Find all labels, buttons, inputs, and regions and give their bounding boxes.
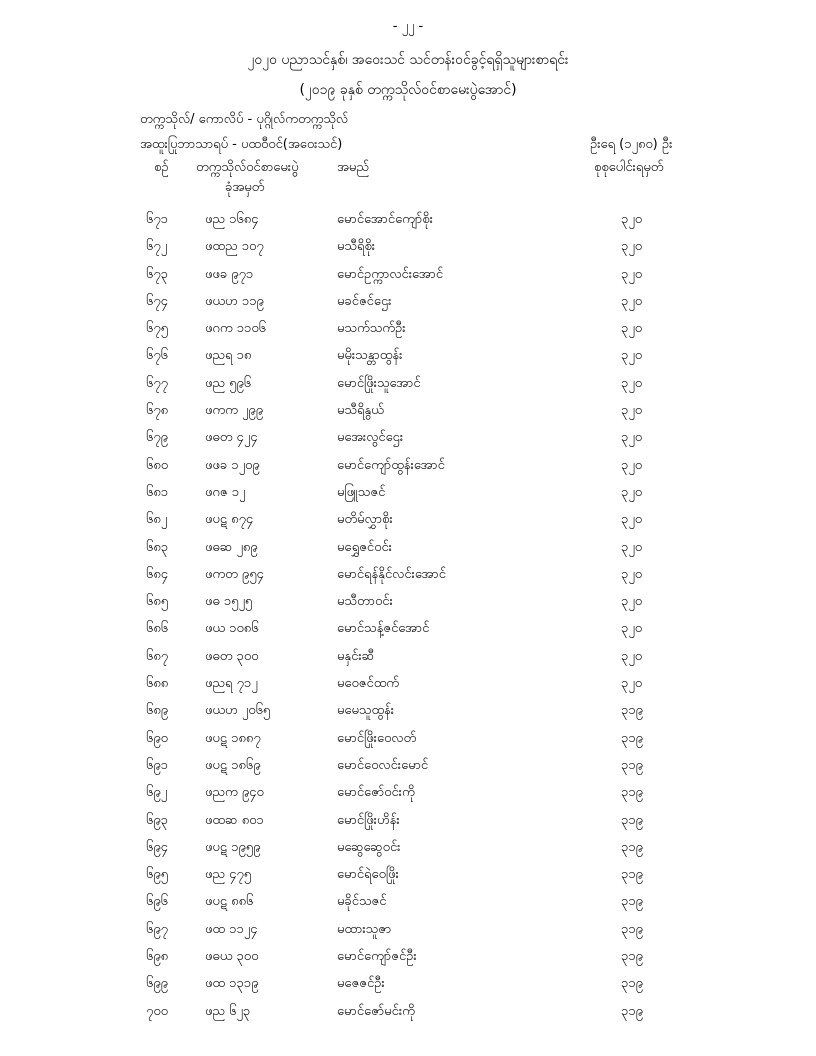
table-row (0, 1003, 816, 1030)
roll-number: ဖည ၆၂၃ (205, 1003, 251, 1019)
table-row (0, 293, 816, 320)
student-name: မရွှေဇင်ဝင်း (337, 539, 392, 555)
table-row (0, 566, 816, 593)
table-row (0, 266, 816, 293)
total-score: ၃၁၉ (621, 812, 643, 828)
total-score: ၃၂၀ (621, 239, 643, 255)
total-score: ၃၁၉ (621, 921, 643, 937)
student-name: မဝေဇင်ထက် (337, 676, 400, 692)
table-row (0, 402, 816, 429)
roll-number: ဖယဟ ၂၀၆၅ (205, 703, 271, 719)
total-score: ၃၂၀ (621, 266, 643, 282)
row-number: ၆၈၃ (146, 539, 169, 555)
table-row (0, 975, 816, 1002)
table-row (0, 238, 816, 265)
university-label: တက္ကသိုလ်/ ကောလိပ် - ပုဂ္ဂိုလ်ကတက္ကသိုလ် (140, 112, 349, 127)
roll-number: ဖပဋ ၁၈၈၇ (205, 730, 261, 746)
table-row (0, 457, 816, 484)
student-name: မောင်ရန်နိုင်လင်းအောင် (337, 566, 446, 582)
roll-number: ဖကက ၂၉၉ (205, 403, 264, 419)
row-number: ၆၉၂ (146, 785, 168, 801)
student-name: မမိုးသန္တာထွန်း (337, 348, 403, 364)
student-name: မောင်ဇော်မင်းကို (337, 1003, 415, 1019)
total-score: ၃၂၀ (621, 648, 643, 664)
roll-number: ဖဓတ ၃၀၀ (205, 648, 259, 664)
total-score: ၃၂၀ (621, 430, 643, 446)
roll-number: ဖပဋ ၁၈၆၉ (205, 757, 261, 773)
student-name: မသီရိစိုး (337, 239, 376, 255)
row-number: ၆၇၈ (146, 403, 169, 419)
student-name: မခင်ဇင်ဌေး (337, 293, 392, 309)
roll-number: ဖထဆ ၈၀၁ (205, 812, 264, 828)
total-score: ၃၁၉ (621, 839, 643, 855)
table-row (0, 511, 816, 538)
student-name: မအေးလွင်ဌေး (337, 430, 404, 446)
table-row (0, 784, 816, 811)
roll-number: ဖဖခ ၉၇၁ (205, 266, 254, 282)
total-score: ၃၁၉ (621, 730, 643, 746)
total-score: ၃၁၉ (621, 1003, 643, 1019)
student-name: မောင်ဇော်ဝင်းကို (337, 785, 415, 801)
table-row (0, 730, 816, 757)
roll-number: ဖဂက ၁၁၀၆ (205, 321, 266, 337)
student-name: မောင်ဝေလင်းမောင် (337, 757, 429, 773)
roll-number: ဖဓတ ၄၂၄ (205, 430, 258, 446)
roll-number: ဖဓ ၁၅၂၅ (205, 594, 253, 610)
student-name: မောင်ရဲဝေဖြိုး (337, 867, 399, 883)
major-label: အထူးပြုဘာသာရပ် - ပထဝီဝင်(အဝေးသင်) (140, 137, 343, 152)
row-number: ၆၈၉ (146, 703, 169, 719)
student-name: မနှင်းဆီ (337, 648, 375, 664)
total-score: ၃၂၀ (621, 348, 643, 364)
table-row (0, 675, 816, 702)
header-no: စဉ် (154, 160, 169, 175)
student-name: မောင်ကျော်ဇင်ဦး (337, 949, 417, 965)
table-row (0, 893, 816, 920)
student-name: မဇေဇင်ဦး (337, 976, 385, 992)
roll-number: ဖည ၁၆၈၄ (205, 212, 259, 227)
results-table-body (0, 211, 816, 1030)
table-row (0, 812, 816, 839)
roll-number: ဖကတ ၉၅၄ (205, 566, 264, 582)
page-number: - ၂၂ - (392, 19, 424, 34)
table-row (0, 484, 816, 511)
student-name: မဖြူသဇင် (337, 484, 386, 500)
row-number: ၆၈၁ (146, 484, 169, 500)
table-row (0, 866, 816, 893)
student-name: မသက်သက်ဦး (337, 321, 406, 337)
row-number: ၆၈၂ (146, 512, 168, 528)
page-subtitle: (၂၀၁၉ ခုနှစ် တက္ကသိုလ်ဝင်စာမေးပွဲအောင်) (299, 82, 517, 98)
row-number: ၆၉၃ (146, 812, 168, 828)
student-name: မောင်အောင်ကျော်စိုး (337, 212, 433, 227)
roll-number: ဖဓယ ၃၀၀ (205, 949, 259, 965)
table-row (0, 429, 816, 456)
row-number: ၆၉၉ (146, 976, 168, 992)
row-number: ၆၈၄ (146, 566, 169, 582)
student-name: မောင်ဖြိုးသူအောင် (337, 375, 421, 391)
table-row (0, 839, 816, 866)
total-score: ၃၂၀ (621, 594, 643, 610)
total-score: ၃၂၀ (621, 321, 643, 337)
student-name: မောင်ဥက္ကာလင်းအောင် (337, 266, 444, 282)
roll-number: ဖည ၅၉၆ (205, 375, 252, 391)
row-number: ၆၉၄ (146, 839, 168, 855)
table-row (0, 593, 816, 620)
roll-number: ဖဂဇ ၁၂ (205, 484, 246, 500)
total-score: ၃၁၉ (621, 785, 643, 801)
row-number: ၆၉၀ (146, 730, 168, 746)
header-total-line2: စုစုပေါင်းရမှတ် (594, 160, 664, 175)
total-score: ၃၂၀ (621, 512, 643, 528)
roll-number: ဖညက ၉၄၀ (205, 785, 264, 801)
student-name: မဆွေဆွေဝင်း (337, 839, 401, 855)
row-number: ၆၉၁ (146, 757, 168, 773)
row-number: ၇၀၀ (146, 1003, 168, 1019)
row-number: ၆၉၅ (146, 867, 168, 883)
total-score: ၃၂၀ (621, 293, 643, 309)
row-number: ၆၈၈ (146, 676, 169, 692)
table-row (0, 620, 816, 647)
roll-number: ဖပဋ ၈၈၆ (205, 894, 254, 910)
row-number: ၆၇၉ (146, 430, 168, 446)
student-name: မောင်ကျော်ထွန်းအောင် (337, 457, 445, 473)
table-row (0, 702, 816, 729)
total-score: ၃၂၀ (621, 539, 643, 555)
row-number: ၆၇၁ (146, 212, 168, 227)
roll-number: ဖည ၄၇၅ (205, 867, 252, 883)
roll-number: ဖယဟ ၁၁၉ (205, 293, 264, 309)
student-name: မသီတာဝင်း (337, 594, 393, 610)
header-name: အမည် (337, 160, 369, 175)
roll-number: ဖဓဆ ၂၈၉ (205, 539, 258, 555)
roll-number: ဖညရ ၁၈ (205, 348, 252, 364)
total-score: ၃၁၉ (621, 867, 643, 883)
student-name: မမေသူထွန်း (337, 703, 395, 719)
total-score: ၃၂၀ (621, 457, 643, 473)
student-name: မခိုင်သဇင် (337, 894, 387, 910)
roll-number: ဖထ ၁၁၂၄ (205, 921, 258, 937)
row-number: ၆၈၆ (146, 621, 169, 637)
table-row (0, 347, 816, 374)
row-number: ၆၈၀ (146, 457, 169, 473)
row-number: ၆၉၆ (146, 894, 168, 910)
table-row (0, 648, 816, 675)
row-number: ၆၇၄ (146, 293, 168, 309)
row-number: ၆၈၅ (146, 594, 169, 610)
student-name: မတိမ်လွှာစိုး (337, 512, 393, 528)
student-name: မသီရိနွယ် (337, 403, 384, 419)
header-roll-line2: ခုံအမှတ် (225, 180, 265, 195)
row-number: ၆၉၈ (146, 949, 169, 965)
roll-number: ဖထည ၁၀၇ (205, 239, 264, 255)
row-number: ၆၇၃ (146, 266, 168, 282)
table-row (0, 757, 816, 784)
table-row (0, 211, 816, 238)
table-row (0, 320, 816, 347)
total-score: ၃၂၀ (621, 212, 643, 227)
table-row (0, 921, 816, 948)
table-row (0, 539, 816, 566)
total-score: ၃၁၉ (621, 949, 643, 965)
total-score: ၃၁၉ (621, 703, 643, 719)
row-number: ၆၇၇ (146, 375, 168, 391)
total-score: ၃၂၀ (621, 484, 643, 500)
table-row (0, 375, 816, 402)
quota-label: ဦးရေ (၁၂၈၀) ဦး (590, 137, 673, 152)
row-number: ၆၇၅ (146, 321, 168, 337)
page-title: ၂၀၂၀ ပညာသင်နှစ်၊ အဝေးသင် သင်တန်းဝင်ခွင့်ရရှိသူများစာရင်း (247, 52, 569, 68)
roll-number: ဖပဋ ၁၉၅၉ (205, 839, 261, 855)
total-score: ၃၂၀ (621, 676, 643, 692)
roll-number: ဖညရ ၇၁၂ (205, 676, 258, 692)
total-score: ၃၁၉ (621, 757, 643, 773)
header-roll-line1: တက္ကသိုလ်ဝင်စာမေးပွဲ (196, 160, 299, 175)
student-name: မထားသူဇာ (337, 921, 392, 937)
roll-number: ဖဖခ ၁၂၀၉ (205, 457, 260, 473)
roll-number: ဖယ ၁၀၈၆ (205, 621, 259, 637)
total-score: ၃၁၉ (621, 894, 643, 910)
row-number: ၆၉၇ (146, 921, 168, 937)
row-number: ၆၇၆ (146, 348, 168, 364)
student-name: မောင်သန့်ဇင်အောင် (337, 621, 430, 637)
roll-number: ဖပဋ ၈၇၄ (205, 512, 254, 528)
total-score: ၃၁၉ (621, 976, 643, 992)
row-number: ၆၈၇ (146, 648, 169, 664)
student-name: မောင်ဖြိုးဟိန်း (337, 812, 400, 828)
total-score: ၃၂၀ (621, 375, 643, 391)
total-score: ၃၂၀ (621, 403, 643, 419)
total-score: ၃၂၀ (621, 621, 643, 637)
table-row (0, 948, 816, 975)
row-number: ၆၇၂ (146, 239, 168, 255)
student-name: မောင်ဖြိုးဝေလတ် (337, 730, 417, 746)
total-score: ၃၂၀ (621, 566, 643, 582)
roll-number: ဖထ ၁၃၁၉ (205, 976, 259, 992)
